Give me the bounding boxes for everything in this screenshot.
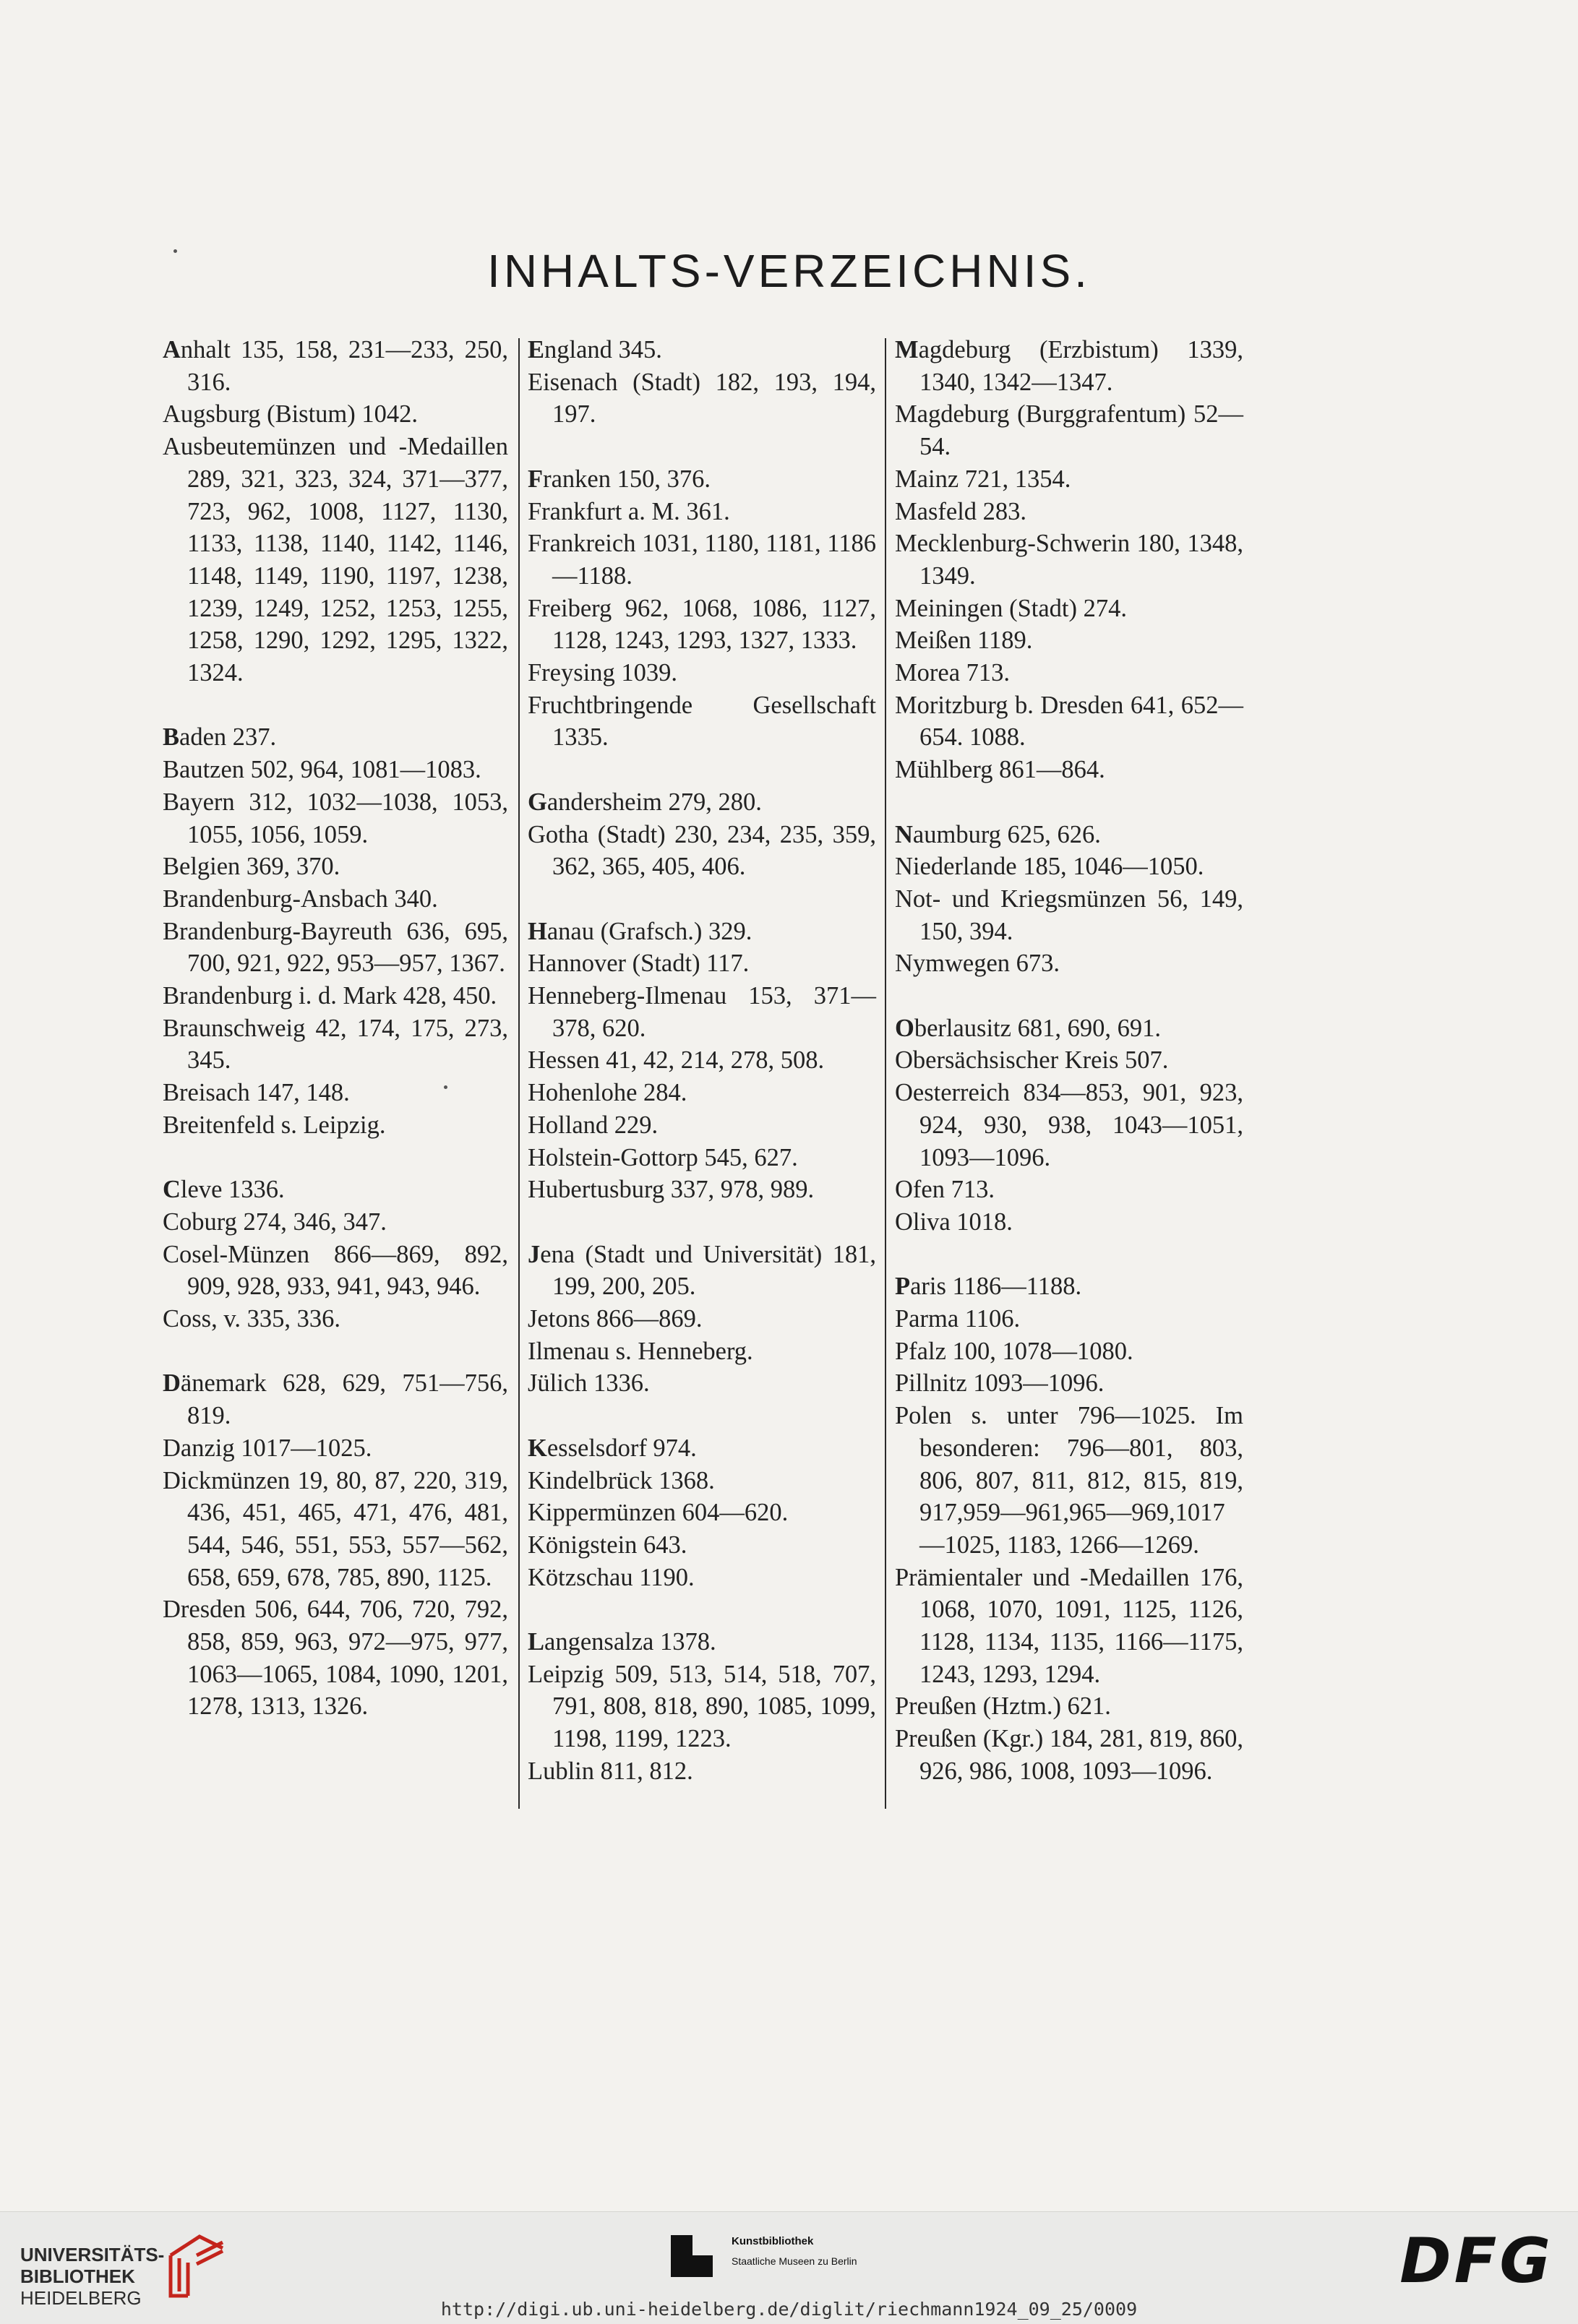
index-entry: Coss, v. 335, 336.	[163, 1305, 340, 1333]
index-entry: Polen s. unter 796—1025. Im besonderen: 796—801, 803, 806, 807, 811, 812, 815, 819, 917,959—961,965—969,1017—1025, 1183, 1266—1269.	[895, 1402, 1243, 1559]
index-entry: Ausbeutemünzen und -Medaillen 289, 321, 323, 324, 371—377, 723, 962, 1008, 1127, 1130, 1133, 1138, 1140, 1142, 1146, 1148, 1149, 1190, 1197, 1238, 1239, 1249, 1252, 1253, 1255, 1258, 1290, 1292, 1295, 1322, 1324.	[163, 433, 508, 687]
index-entry: Kindelbrück 1368.	[528, 1466, 715, 1494]
index-entry: Oliva 1018.	[895, 1208, 1013, 1236]
column-rule	[885, 338, 886, 1809]
column-rule	[518, 338, 520, 1809]
index-entry: Bautzen 502, 964, 1081—1083.	[163, 756, 481, 784]
index-entry: Cosel-Münzen 866—869, 892, 909, 928, 933, 941, 943, 946.	[163, 1240, 508, 1301]
index-entry: Braunschweig 42, 174, 175, 273, 345.	[163, 1014, 508, 1075]
index-entry: Pillnitz 1093—1096.	[895, 1369, 1105, 1398]
index-entry: Paris 1186—1188.	[895, 1273, 1082, 1301]
index-entry: Dresden 506, 644, 706, 720, 792, 858, 859, 963, 972—975, 977, 1063—1065, 1084, 1090, 1201, 1278, 1313, 1326.	[163, 1596, 508, 1721]
index-entry: Kesselsdorf 974.	[528, 1434, 697, 1462]
index-entry: Oberlausitz 681, 690, 691.	[895, 1014, 1161, 1042]
dfg-logo[interactable]: DFG	[1399, 2225, 1553, 2297]
section-initial: H	[528, 917, 547, 945]
index-entry: Ofen 713.	[895, 1176, 995, 1204]
section-initial: B	[163, 723, 180, 752]
index-entry: Hubertusburg 337, 978, 989.	[528, 1176, 815, 1204]
index-entry: Morea 713.	[895, 659, 1011, 687]
index-column-2	[528, 334, 876, 1788]
index-entry: Hannover (Stadt) 117.	[528, 950, 750, 978]
ub-line2: BIBLIOTHEK	[20, 2265, 135, 2287]
index-entry: Nymwegen 673.	[895, 950, 1060, 978]
index-entry: Kötzschau 1190.	[528, 1563, 695, 1591]
index-entry: Preußen (Kgr.) 184, 281, 819, 860, 926, 986, 1008, 1093—1096.	[895, 1725, 1243, 1785]
index-entry: Baden 237.	[163, 723, 277, 752]
index-entry: Brandenburg-Bayreuth 636, 695, 700, 921, 922, 953—957, 1367.	[163, 917, 508, 978]
ub-line1: UNIVERSITÄTS-	[20, 2244, 165, 2265]
section-initial: G	[528, 788, 547, 816]
index-entry: Moritzburg b. Dresden 641, 652—654. 1088.	[895, 691, 1243, 752]
ub-mark-icon	[156, 2226, 236, 2306]
section-initial: J	[528, 1240, 541, 1268]
index-entry: Holland 229.	[528, 1111, 659, 1139]
index-entry: Lublin 811, 812.	[528, 1757, 693, 1785]
index-entry: Hanau (Grafsch.) 329.	[528, 917, 752, 945]
index-entry: Augsburg (Bistum) 1042.	[163, 400, 419, 429]
index-entry: Ilmenau s. Henneberg.	[528, 1337, 753, 1365]
index-entry: Freiberg 962, 1068, 1086, 1127, 1128, 1243, 1293, 1327, 1333.	[528, 594, 876, 655]
index-entry: Frankreich 1031, 1180, 1181, 1186—1188.	[528, 530, 876, 590]
index-entry: England 345.	[528, 336, 662, 363]
section-initial: N	[895, 820, 913, 848]
kunstbibliothek-mark-icon	[671, 2235, 713, 2277]
index-entry: Hessen 41, 42, 214, 278, 508.	[528, 1046, 825, 1075]
index-entry: Leipzig 509, 513, 514, 518, 707, 791, 808, 818, 890, 1085, 1099, 1198, 1199, 1223.	[528, 1660, 876, 1753]
ub-line3: HEIDELBERG	[20, 2287, 142, 2309]
section-initial: E	[528, 336, 545, 363]
section-initial: M	[895, 336, 919, 363]
kunstbibliothek-logo[interactable]	[671, 2231, 931, 2281]
index-entry: Jena (Stadt und Universität) 181, 199, 200, 205.	[528, 1240, 876, 1301]
index-entry: Kippermünzen 604—620.	[528, 1499, 789, 1527]
index-entry: Hohenlohe 284.	[528, 1079, 687, 1107]
index-entry: Not- und Kriegsmünzen 56, 149, 150, 394.	[895, 885, 1243, 945]
section-initial: L	[528, 1628, 545, 1656]
index-entry: Brandenburg i. d. Mark 428, 450.	[163, 982, 497, 1010]
index-entry: Gandersheim 279, 280.	[528, 788, 762, 816]
index-entry: Danzig 1017—1025.	[163, 1434, 372, 1462]
index-entry: Gotha (Stadt) 230, 234, 235, 359, 362, 365, 405, 406.	[528, 820, 876, 881]
permalink-url[interactable]: http://digi.ub.uni-heidelberg.de/diglit/riechmann1924_09_25/0009	[440, 2299, 1138, 2320]
index-column-1	[163, 334, 508, 1723]
index-entry: Coburg 274, 346, 347.	[163, 1208, 387, 1236]
index-entry: Franken 150, 376.	[528, 465, 711, 493]
index-entry: Langensalza 1378.	[528, 1628, 716, 1656]
index-entry: Fruchtbringende Gesellschaft 1335.	[528, 691, 876, 752]
index-entry: Breisach 147, 148.	[163, 1079, 350, 1107]
index-entry: Oesterreich 834—853, 901, 923, 924, 930, 938, 1043—1051, 1093—1096.	[895, 1079, 1243, 1171]
index-entry: Prämientaler und -Medaillen 176, 1068, 1070, 1091, 1125, 1126, 1128, 1134, 1135, 1166—1175, 1243, 1293, 1294.	[895, 1563, 1243, 1688]
section-initial: O	[895, 1014, 914, 1042]
index-entry: Jülich 1336.	[528, 1369, 650, 1398]
kb-sub: Staatliche Museen zu Berlin	[732, 2255, 857, 2267]
index-entry: Preußen (Hztm.) 621.	[895, 1692, 1111, 1721]
index-entry: Naumburg 625, 626.	[895, 820, 1101, 848]
index-entry: Mecklenburg-Schwerin 180, 1348, 1349.	[895, 530, 1243, 590]
page-title: INHALTS-VERZEICHNIS.	[487, 245, 1091, 297]
index-entry: Anhalt 135, 158, 231—233, 250, 316.	[163, 336, 508, 396]
viewer-footer	[0, 2211, 1578, 2324]
index-entry: Parma 1106.	[895, 1305, 1021, 1333]
index-entry: Pfalz 100, 1078—1080.	[895, 1337, 1133, 1365]
index-entry: Meißen 1189.	[895, 627, 1033, 655]
index-entry: Königstein 643.	[528, 1531, 687, 1559]
index-entry: Dänemark 628, 629, 751—756, 819.	[163, 1369, 508, 1430]
index-entry: Henneberg-Ilmenau 153, 371—378, 620.	[528, 982, 876, 1042]
index-entry: Holstein-Gottorp 545, 627.	[528, 1143, 798, 1171]
section-initial: A	[163, 336, 181, 363]
index-entry: Magdeburg (Erzbistum) 1339, 1340, 1342—1347.	[895, 336, 1243, 396]
section-initial: F	[528, 465, 544, 493]
index-entry: Breitenfeld s. Leipzig.	[163, 1111, 386, 1139]
index-entry: Masfeld 283.	[895, 497, 1027, 525]
index-entry: Brandenburg-Ansbach 340.	[163, 885, 438, 913]
kb-name: Kunstbibliothek	[732, 2235, 814, 2247]
index-entry: Obersächsischer Kreis 507.	[895, 1046, 1169, 1075]
index-entry: Belgien 369, 370.	[163, 853, 340, 881]
index-entry: Meiningen (Stadt) 274.	[895, 594, 1127, 622]
index-entry: Mühlberg 861—864.	[895, 756, 1105, 784]
section-initial: D	[163, 1369, 181, 1398]
index-entry: Magdeburg (Burggrafentum) 52—54.	[895, 400, 1243, 461]
section-initial: P	[895, 1273, 911, 1301]
index-entry: Cleve 1336.	[163, 1176, 285, 1204]
index-entry: Niederlande 185, 1046—1050.	[895, 853, 1204, 881]
index-column-3	[895, 334, 1243, 1788]
index-entry: Bayern 312, 1032—1038, 1053, 1055, 1056, 1059.	[163, 788, 508, 848]
index-entry: Dickmünzen 19, 80, 87, 220, 319, 436, 451, 465, 471, 476, 481, 544, 546, 551, 553, 557—562, 658, 659, 678, 785, 890, 1125.	[163, 1466, 508, 1591]
section-initial: C	[163, 1176, 181, 1204]
section-initial: K	[528, 1434, 547, 1462]
ub-heidelberg-logo[interactable]	[20, 2225, 244, 2309]
index-entry: Jetons 866—869.	[528, 1305, 703, 1333]
index-entry: Freysing 1039.	[528, 659, 677, 687]
index-entry: Mainz 721, 1354.	[895, 465, 1071, 493]
index-entry: Frankfurt a. M. 361.	[528, 497, 730, 525]
index-entry: Eisenach (Stadt) 182, 193, 194, 197.	[528, 368, 876, 429]
